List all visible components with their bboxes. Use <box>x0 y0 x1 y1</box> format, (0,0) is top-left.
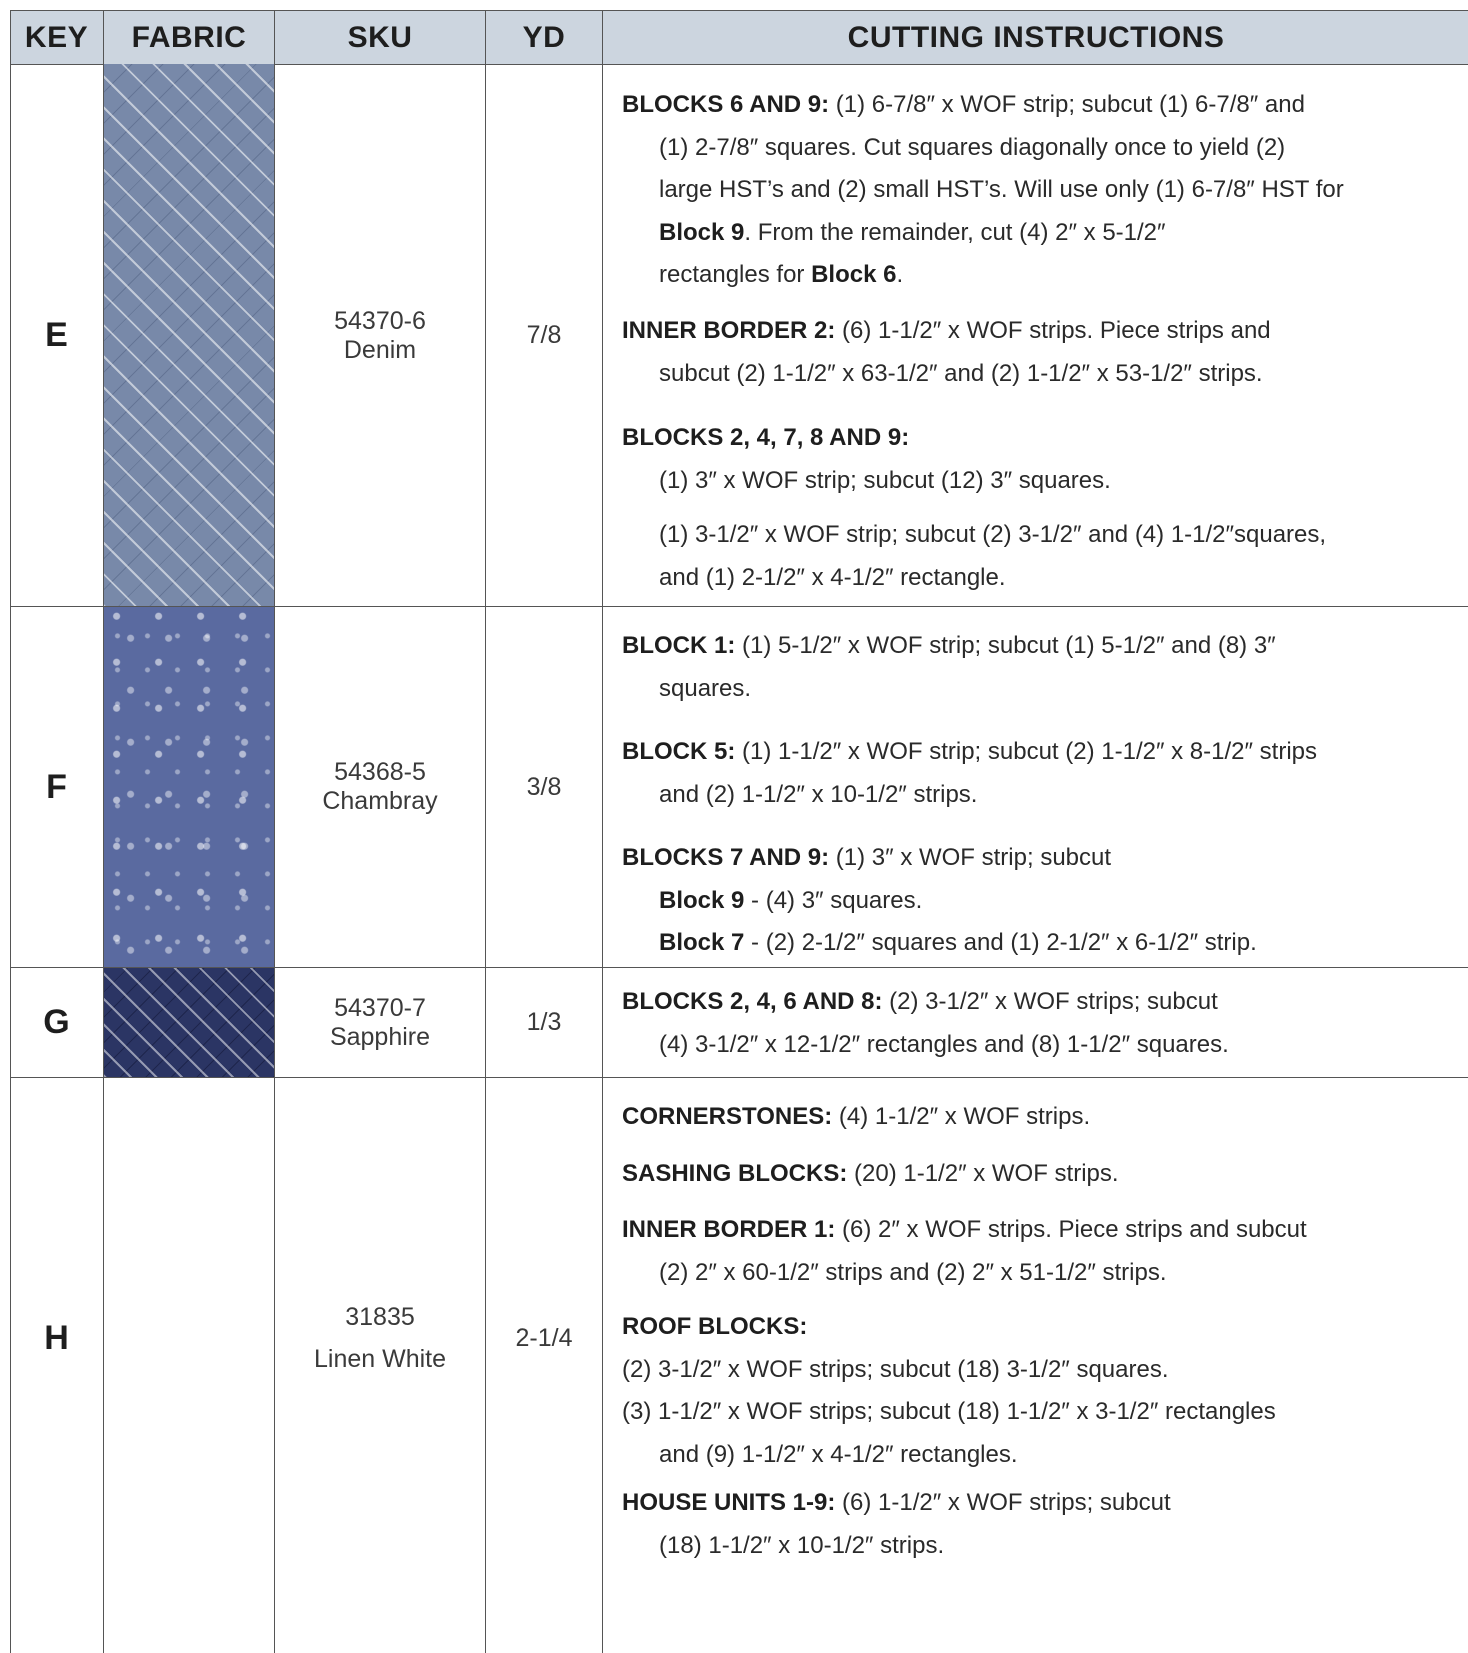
table-header <box>10 10 1468 65</box>
sku-cell <box>275 1078 485 1598</box>
sku-code: 54370-6 <box>334 306 426 335</box>
sku-code: 31835 <box>345 1303 415 1331</box>
instruction-strip-3-1-2: (1) 3-1/2″ x WOF strip; subcut (2) 3-1/2″ and (4) 1-1/2″squares, and (1) 2-1/2″ x 4-1/2″ rectangle. <box>659 521 1327 591</box>
column-divider <box>103 10 104 1653</box>
fabric-swatch-chambray <box>104 607 274 967</box>
sku-cell <box>275 968 485 1077</box>
column-divider <box>274 10 275 1653</box>
yardage: 2-1/4 <box>515 1323 573 1352</box>
sku-code: 54368-5 <box>334 758 426 786</box>
yardage: 3/8 <box>526 772 562 801</box>
sku-cell <box>275 64 485 607</box>
fabric-swatch-sapphire <box>104 968 274 1077</box>
cutting-instructions <box>604 607 1464 967</box>
header-cutting-instructions: CUTTING INSTRUCTIONS <box>847 20 1225 54</box>
sku-name: Sapphire <box>329 1022 431 1051</box>
cutting-instructions <box>604 1078 1464 1653</box>
instruction-block-5: BLOCK 5: (1) 1-1/2″ x WOF strip; subcut (2) 1-1/2″ x 8-1/2″ strips and (2) 1-1/2″ x 10-1/2″ strips. <box>622 738 1317 808</box>
column-divider <box>10 10 11 1653</box>
header-sku: SKU <box>347 20 413 54</box>
fabric-swatch-linen-white <box>104 1078 274 1653</box>
table-row-h <box>10 1078 1468 1653</box>
instruction-cornerstones: CORNERSTONES: (4) 1-1/2″ x WOF strips. <box>622 1103 1091 1130</box>
instruction-blocks-7-9: BLOCKS 7 AND 9: (1) 3″ x WOF strip; subcut Block 9 - (4) 3″ squares. Block 7 - (2) 2-1/2″ squares and (1) 2-1/2″ x 6-1/2″ strip. <box>622 844 1257 956</box>
header-key: KEY <box>24 20 89 54</box>
cutting-instructions <box>604 968 1464 1077</box>
instruction-inner-border-2: INNER BORDER 2: (6) 1-1/2″ x WOF strips. Piece strips and subcut (2) 1-1/2″ x 63-1/2″ and (2) 1-1/2″ x 53-1/2″ strips. <box>622 317 1271 387</box>
column-divider <box>485 10 486 1653</box>
cutting-instructions <box>604 64 1464 607</box>
instruction-house-units-1-9: HOUSE UNITS 1-9: (6) 1-1/2″ x WOF strips; subcut (18) 1-1/2″ x 10-1/2″ strips. <box>622 1489 1171 1559</box>
table-row-g <box>10 968 1468 1077</box>
instruction-inner-border-1: INNER BORDER 1: (6) 2″ x WOF strips. Piece strips and subcut (2) 2″ x 60-1/2″ strips and (2) 2″ x 51-1/2″ strips. <box>622 1216 1307 1286</box>
instruction-blocks-2-4-7-8-9: BLOCKS 2, 4, 7, 8 AND 9: (1) 3″ x WOF strip; subcut (12) 3″ squares. <box>622 424 1111 494</box>
sku-name: Linen White <box>313 1345 447 1373</box>
instruction-sashing-blocks: SASHING BLOCKS: (20) 1-1/2″ x WOF strips. <box>622 1160 1119 1187</box>
table-row-f <box>10 607 1468 967</box>
instruction-blocks-6-9: BLOCKS 6 AND 9: (1) 6-7/8″ x WOF strip; subcut (1) 6-7/8″ and (1) 2-7/8″ squares. Cut squares diagonally once to yield (2) large HST’s and (2) small HST’s. Will use only (1) 6-7/8″ HST for Block 9. From the remainder, cut (4) 2″ x 5-1/2″ rectangles for Block 6. <box>622 91 1344 288</box>
yardage: 1/3 <box>526 1008 562 1036</box>
row-key: E <box>45 316 68 354</box>
row-key: G <box>43 1003 70 1041</box>
fabric-swatch-denim <box>104 64 274 607</box>
sku-cell <box>275 607 485 967</box>
instruction-roof-blocks: ROOF BLOCKS: (2) 3-1/2″ x WOF strips; subcut (18) 3-1/2″ squares. (3) 1-1/2″ x WOF strips; subcut (18) 1-1/2″ x 3-1/2″ rectangles and (9) 1-1/2″ x 4-1/2″ rectangles. <box>622 1313 1276 1468</box>
row-key: H <box>44 1318 69 1357</box>
column-divider <box>602 10 603 1653</box>
instruction-block-1: BLOCK 1: (1) 5-1/2″ x WOF strip; subcut (1) 5-1/2″ and (8) 3″ squares. <box>622 632 1276 702</box>
instruction-blocks-2-4-6-8: BLOCKS 2, 4, 6 AND 8: (2) 3-1/2″ x WOF strips; subcut (4) 3-1/2″ x 12-1/2″ rectangles and (8) 1-1/2″ squares. <box>622 988 1229 1058</box>
header-yd: YD <box>522 20 566 54</box>
table-row-e <box>10 64 1468 607</box>
sku-code: 54370-7 <box>334 993 426 1022</box>
header-fabric: FABRIC <box>131 20 247 54</box>
yardage: 7/8 <box>526 321 562 349</box>
row-key: F <box>46 767 67 806</box>
sku-name: Chambray <box>322 787 438 815</box>
sku-name: Denim <box>343 335 417 364</box>
